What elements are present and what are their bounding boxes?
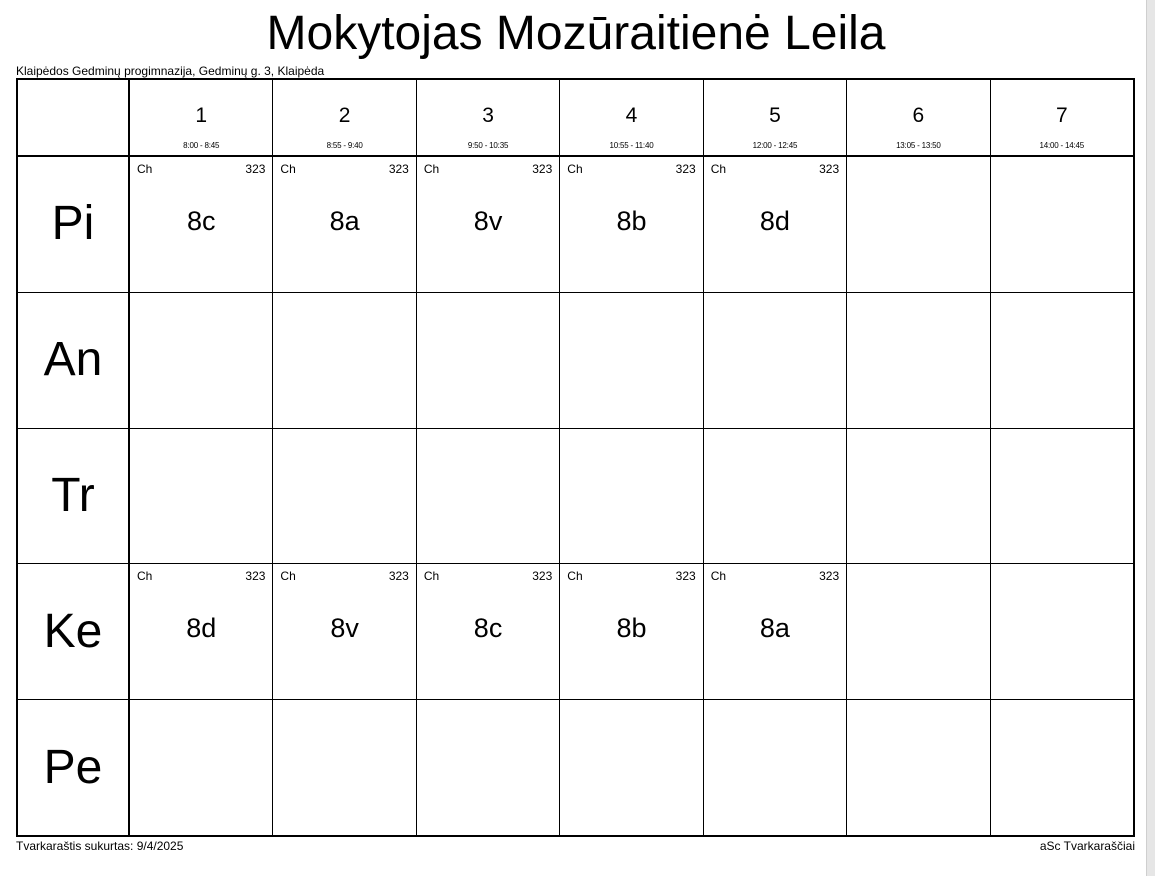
empty-slot (846, 699, 989, 835)
lesson-room: 323 (388, 162, 409, 176)
lesson-room: 323 (245, 162, 266, 176)
lesson-subject: Ch (423, 569, 440, 584)
empty-slot (846, 156, 989, 292)
empty-slot (129, 428, 272, 564)
day-label: An (43, 333, 103, 387)
corner-cell (18, 80, 129, 156)
empty-slot (703, 699, 846, 835)
period-header (703, 80, 846, 156)
empty-slot (559, 428, 702, 564)
period-time: 12:00 - 12:45 (752, 141, 798, 150)
empty-slot (703, 292, 846, 428)
period-time: 9:50 - 10:35 (467, 141, 509, 150)
day-header (18, 563, 129, 699)
period-number: 7 (1055, 104, 1068, 127)
lesson-cell[interactable] (559, 156, 702, 292)
day-label: Ke (43, 604, 103, 658)
lesson-class: 8c (186, 206, 216, 236)
empty-slot (129, 292, 272, 428)
period-header (990, 80, 1133, 156)
period-time: 13:05 - 13:50 (896, 141, 941, 150)
period-header (272, 80, 415, 156)
lesson-cell[interactable] (129, 156, 272, 292)
lesson-room: 323 (532, 569, 553, 584)
lesson-subject: Ch (137, 569, 153, 584)
lesson-class: 8b (616, 613, 647, 644)
lesson-cell[interactable] (703, 156, 846, 292)
period-number: 1 (195, 104, 208, 127)
lesson-subject: Ch (137, 162, 153, 176)
day-header (18, 428, 129, 564)
empty-slot (703, 428, 846, 564)
lesson-subject: Ch (567, 569, 583, 584)
lesson-class: 8v (473, 206, 503, 236)
page-title: Mokytojas Mozūraitienė Leila (266, 7, 886, 60)
lesson-subject: Ch (567, 162, 583, 176)
empty-slot (846, 563, 989, 699)
period-header (559, 80, 702, 156)
lesson-cell[interactable] (416, 563, 559, 699)
day-label: Pe (43, 740, 103, 794)
empty-slot (129, 699, 272, 835)
timetable-grid (16, 78, 1135, 837)
empty-slot (272, 699, 415, 835)
lesson-cell[interactable] (272, 156, 415, 292)
empty-slot (990, 428, 1133, 564)
period-time: 10:55 - 11:40 (609, 141, 654, 150)
lesson-class: 8v (330, 613, 359, 644)
empty-slot (416, 428, 559, 564)
school-address: Klaipėdos Gedminų progimnazija, Gedminų g. 3, Klaipėda (16, 64, 325, 78)
empty-slot (559, 699, 702, 835)
period-header (416, 80, 559, 156)
lesson-class: 8d (186, 613, 217, 644)
period-number: 6 (912, 104, 925, 127)
lesson-room: 323 (532, 162, 553, 176)
empty-slot (846, 292, 989, 428)
lesson-room: 323 (675, 162, 696, 176)
period-number: 4 (625, 104, 638, 127)
lesson-subject: Ch (280, 569, 296, 584)
lesson-room: 323 (819, 569, 840, 584)
period-number: 3 (482, 104, 494, 127)
scrollbar-strip[interactable] (1146, 0, 1155, 876)
empty-slot (990, 563, 1133, 699)
lesson-subject: Ch (423, 162, 440, 176)
lesson-room: 323 (675, 569, 696, 584)
period-header (129, 80, 272, 156)
lesson-cell[interactable] (129, 563, 272, 699)
period-number: 5 (769, 104, 781, 127)
period-time: 8:00 - 8:45 (183, 141, 220, 150)
lesson-class: 8d (759, 206, 790, 236)
lesson-class: 8a (759, 613, 790, 644)
lesson-subject: Ch (280, 162, 296, 176)
empty-slot (272, 428, 415, 564)
lesson-subject: Ch (710, 162, 727, 176)
lesson-cell[interactable] (559, 563, 702, 699)
empty-slot (416, 699, 559, 835)
empty-slot (272, 292, 415, 428)
footer-created-date: Tvarkaraštis sukurtas: 9/4/2025 (16, 839, 184, 853)
period-header (846, 80, 989, 156)
day-label: Tr (51, 468, 95, 522)
period-time: 14:00 - 14:45 (1039, 141, 1085, 150)
period-number: 2 (338, 104, 351, 127)
empty-slot (846, 428, 989, 564)
lesson-class: 8a (329, 206, 360, 236)
footer-brand: aSc Tvarkaraščiai (1039, 839, 1135, 853)
day-header (18, 156, 129, 292)
empty-slot (559, 292, 702, 428)
empty-slot (416, 292, 559, 428)
empty-slot (990, 292, 1133, 428)
day-label: Pi (51, 197, 95, 251)
lesson-class: 8b (616, 206, 647, 236)
lesson-class: 8c (473, 613, 503, 644)
lesson-room: 323 (819, 162, 840, 176)
lesson-cell[interactable] (416, 156, 559, 292)
empty-slot (990, 156, 1133, 292)
period-time: 8:55 - 9:40 (326, 141, 363, 150)
lesson-room: 323 (245, 569, 266, 584)
lesson-cell[interactable] (703, 563, 846, 699)
empty-slot (990, 699, 1133, 835)
lesson-room: 323 (388, 569, 409, 584)
lesson-cell[interactable] (272, 563, 415, 699)
day-header (18, 292, 129, 428)
lesson-subject: Ch (710, 569, 727, 584)
day-header (18, 699, 129, 835)
